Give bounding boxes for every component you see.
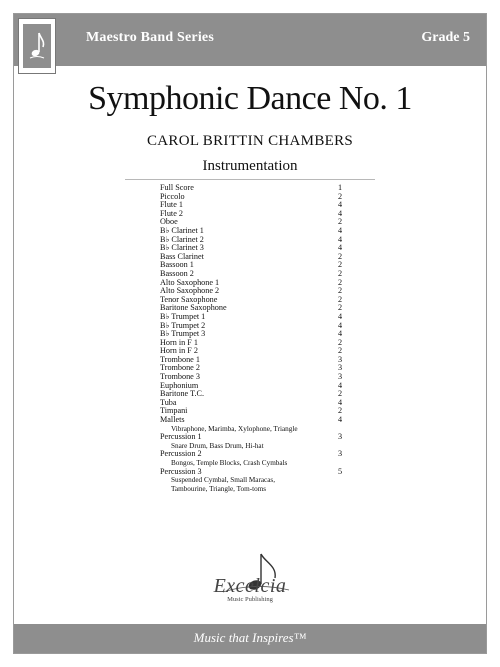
instrument-name: Bassoon 2 — [160, 268, 194, 278]
instrument-row — [160, 390, 346, 399]
instrument-quantity: 4 — [338, 200, 343, 210]
instrument-name: Percussion 3 — [160, 466, 202, 476]
instrument-quantity: 4 — [338, 243, 343, 253]
instrument-name: Baritone Saxophone — [160, 303, 227, 313]
instrument-quantity: 2 — [338, 217, 343, 227]
instrument-quantity: 4 — [338, 208, 343, 218]
piece-title: Symphonic Dance No. 1 — [88, 80, 412, 117]
composer-name: CAROL BRITTIN CHAMBERS — [146, 133, 354, 149]
instrumentation-heading: Instrumentation — [202, 158, 298, 174]
instrument-name: Timpani — [160, 406, 188, 416]
instrument-row — [160, 468, 346, 477]
instrument-quantity: 2 — [338, 268, 343, 278]
instrument-name: B♭ Trumpet 3 — [160, 329, 206, 339]
instrument-quantity: 3 — [338, 449, 343, 459]
instrument-name: Tenor Saxophone — [160, 294, 218, 304]
instrument-row — [160, 210, 346, 219]
instrument-quantity: 2 — [338, 191, 343, 201]
instrument-row — [160, 201, 346, 210]
instrument-name: B♭ Clarinet 2 — [160, 234, 204, 244]
publisher-subtitle: Music Publishing — [227, 596, 273, 603]
tagline: Music that Inspires™ — [193, 630, 307, 645]
instrument-row — [160, 184, 346, 193]
instrument-name: Full Score — [160, 183, 194, 192]
instrument-quantity: 2 — [338, 294, 343, 304]
instrument-name: Oboe — [160, 217, 178, 227]
series-name: Maestro Band Series — [86, 30, 214, 45]
instrument-note: Vibraphone, Marimba, Xylophone, Triangle — [171, 424, 298, 433]
instrument-name: B♭ Trumpet 1 — [160, 311, 206, 321]
instrument-row — [160, 193, 346, 202]
instrument-name: Alto Saxophone 1 — [160, 277, 220, 287]
music-note-icon — [23, 24, 51, 68]
instrument-quantity: 2 — [338, 389, 343, 399]
publisher-name: Excelcia — [213, 575, 287, 597]
instrument-name: Flute 1 — [160, 200, 183, 210]
instrument-name: Trombone 2 — [160, 363, 200, 373]
header-bar — [14, 14, 486, 66]
instrument-row — [160, 416, 346, 425]
instrument-row — [160, 433, 346, 442]
instrument-row — [160, 399, 346, 408]
instrument-name: Percussion 1 — [160, 432, 202, 442]
instrument-quantity: 2 — [338, 303, 343, 313]
instrument-note: Snare Drum, Bass Drum, Hi-hat — [171, 441, 264, 450]
instrument-name: B♭ Trumpet 2 — [160, 320, 206, 330]
instrument-name: Piccolo — [160, 191, 185, 201]
instrument-quantity: 3 — [338, 354, 343, 364]
instrument-quantity: 2 — [338, 337, 343, 347]
instrument-quantity: 2 — [338, 406, 343, 416]
instrument-name: Bassoon 1 — [160, 260, 194, 270]
instrument-name: Euphonium — [160, 380, 199, 390]
series-logo — [18, 18, 56, 74]
instrument-quantity: 4 — [338, 380, 343, 390]
instrument-quantity: 4 — [338, 329, 343, 339]
instrument-quantity: 2 — [338, 260, 343, 270]
instrument-quantity: 4 — [338, 320, 343, 330]
instrument-name: Baritone T.C. — [160, 389, 205, 399]
instrument-note: Suspended Cymbal, Small Maracas, — [171, 476, 276, 485]
instrument-quantity: 3 — [338, 372, 343, 382]
instrument-quantity: 4 — [338, 225, 343, 235]
instrument-quantity: 5 — [338, 466, 343, 476]
instrument-name: Bass Clarinet — [160, 251, 204, 261]
instrument-note: Tambourine, Triangle, Tom-toms — [171, 484, 267, 493]
instrument-name: Horn in F 1 — [160, 337, 198, 347]
instrument-quantity: 1 — [338, 183, 343, 192]
instrument-row — [160, 450, 346, 459]
instrumentation-list — [160, 184, 346, 493]
instrument-name: Horn in F 2 — [160, 346, 198, 356]
instrument-name: Tuba — [160, 397, 177, 407]
heading-divider — [125, 179, 375, 180]
instrument-name: Mallets — [160, 415, 185, 425]
instrument-name: Percussion 2 — [160, 449, 202, 459]
instrument-name: B♭ Clarinet 1 — [160, 225, 204, 235]
instrument-quantity: 2 — [338, 286, 343, 296]
instrument-name: Alto Saxophone 2 — [160, 286, 220, 296]
instrument-name: Flute 2 — [160, 208, 183, 218]
instrument-note: Bongos, Temple Blocks, Crash Cymbals — [171, 459, 288, 467]
instrument-quantity: 4 — [338, 234, 343, 244]
instrument-name: B♭ Clarinet 3 — [160, 243, 204, 253]
instrument-row — [160, 407, 346, 416]
instrument-quantity: 4 — [338, 397, 343, 407]
instrument-quantity: 2 — [338, 346, 343, 356]
instrument-quantity: 2 — [338, 251, 343, 261]
instrument-quantity: 3 — [338, 432, 343, 442]
grade-level: Grade 5 — [421, 30, 470, 45]
instrument-quantity: 3 — [338, 363, 343, 373]
instrument-name: Trombone 1 — [160, 354, 200, 364]
instrument-quantity: 4 — [338, 311, 343, 321]
instrument-quantity: 4 — [338, 415, 343, 425]
instrument-quantity: 2 — [338, 277, 343, 287]
instrument-name: Trombone 3 — [160, 372, 200, 382]
